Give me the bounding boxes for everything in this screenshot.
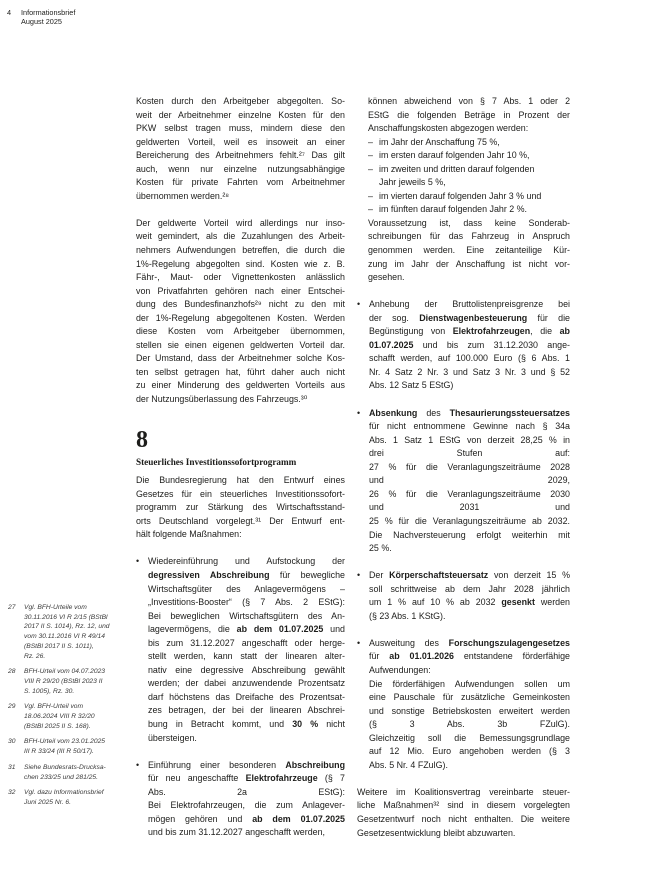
- footnote-text: [24, 763, 106, 782]
- text-line: • Der Körperschaftsteuersatz von derzeit 15 %: [369, 570, 570, 581]
- text-line: und 2031 und: [369, 502, 570, 513]
- text-line: Bei beweglichen Wirtschaftsgütern des An-: [148, 610, 345, 621]
- left-column: [136, 95, 345, 840]
- footnote-number: 27: [8, 604, 16, 611]
- list-item: [357, 407, 570, 556]
- text-line: und bis zum 31.12.2027 angeschafft werden,: [148, 827, 325, 838]
- text-line: • Anhebung der Bruttolistenpreisgrenze bei: [369, 299, 570, 310]
- footnote-line: Vgl. BFH-Urteile vom: [24, 604, 87, 611]
- text-line: Abs. 12 Satz 5 EStG): [369, 380, 454, 391]
- footnote-line: (BStBl 2025 II S. 168).: [24, 722, 91, 730]
- text-line: • Absenkung des Thesaurierungssteuersatzes: [369, 407, 570, 418]
- text-line: PKW selbst tragen muss, mindern diese den: [136, 123, 345, 134]
- footnote-line: chen 233/25 und 281/25.: [24, 773, 99, 781]
- text-line: geldwerten Vorteil, weil es insoweit an einer: [136, 136, 345, 147]
- text-line: • Einführung einer besonderen Abschreibung: [148, 759, 345, 770]
- text-line: und sonstige Betriebskosten erweitert werden: [369, 705, 570, 716]
- text-line: • Ausweitung des Forschungszulagengesetzes: [369, 637, 570, 648]
- footnote-line: Siehe Bundesrats-Drucksa-: [24, 763, 106, 771]
- text-line: Fähr-, Maut- oder Vignettenkosten anlässlich: [136, 272, 345, 283]
- footnote-line: 30.11.2016 VI R 2/15 (BStBl: [24, 613, 108, 621]
- text-line: stellen sie einen eigenen geldwerten Vorteil dar.: [136, 339, 345, 350]
- text-line: 1%-Regelung abgegolten sind. Kosten wie z. B.: [136, 258, 345, 269]
- list-item: [357, 569, 570, 623]
- text-line: dung des Bundesfinanzhofs²⁹ nicht zu den mit: [136, 299, 345, 310]
- text-line: Die Bundesregierung hat den Entwurf eines: [136, 475, 345, 486]
- footnote-line: vom 30.11.2016 VI R 49/14: [24, 633, 105, 641]
- text-line: Abs. 2a EStG):: [148, 786, 345, 797]
- text-line: Kosten durch den Arbeitgeber abgegolten. So-: [136, 96, 345, 106]
- text-line: werden; der dabei anzuwendende Prozentsatz: [148, 678, 345, 689]
- text-line: drei Stufen auf:: [369, 448, 570, 459]
- text-line: für nicht entnommene Gewinne nach § 34a: [369, 421, 570, 432]
- footnote-line: BFH-Urteil vom 04.07.2023: [24, 668, 106, 676]
- text-line: für neu angeschaffte Elektrofahrzeuge (§ 7: [148, 773, 345, 784]
- text-line: ten selbst getragen hat, führt daher auch nicht: [136, 366, 345, 377]
- text-line: 26 % für die Veranlagungszeiträume 2030: [369, 488, 570, 499]
- footnote: [8, 737, 126, 756]
- footnote-line: BFH-Urteil vom 23.01.2025: [24, 738, 106, 746]
- dash-item: – im fünften darauf folgenden Jahr 2 %.: [368, 203, 570, 217]
- paragraph: [136, 474, 345, 542]
- list-item: [357, 637, 570, 772]
- footnote-number: 30: [8, 738, 16, 746]
- text-line: mögen gehören und ab dem 01.07.2025: [148, 813, 345, 824]
- text-line: für ab 01.01.2026 entstandene förderfähige: [369, 651, 570, 662]
- paragraph: [136, 95, 345, 203]
- text-line: zu einer Minderung des geldwerten Vorteils aus: [136, 380, 345, 391]
- running-header: [7, 8, 75, 26]
- text-line: Weitere im Koalitionsvertrag vereinbarte steuer-: [357, 786, 570, 797]
- text-line: der 1%-Regelung abgegoltenen Kosten. Werden: [136, 312, 345, 323]
- text-line: Bei Elektrofahrzeugen, die zum Anlagever-: [148, 800, 345, 811]
- text-line: 25 %.: [369, 543, 392, 554]
- footnote-line: Vgl. dazu Informationsbrief: [24, 789, 104, 797]
- paragraph: [357, 786, 570, 840]
- text-line: (§ 3 Abs. 3b FZulG).: [369, 719, 570, 730]
- text-line: nativ eine degressive Abschreibung gewählt: [148, 664, 345, 675]
- footnote: [8, 763, 126, 782]
- footnote-text: [24, 788, 104, 807]
- text-line: Abs. 1 Satz 1 EStG von derzeit 28,25 % in: [369, 434, 570, 445]
- text-line: zung im Jahr der Anschaffung ist nicht vor-: [368, 258, 570, 269]
- text-line: schreibungen für das Fahrzeug in Anspruch: [368, 231, 570, 242]
- text-line: Bereicherung des Arbeitnehmers fehlt.²⁷ Das gilt: [136, 150, 345, 161]
- text-line: können abweichend von § 7 Abs. 1 oder 2: [368, 96, 570, 106]
- footnote-line: Rz. 26.: [24, 652, 46, 660]
- text-line: schafft werden, auf 100.000 Euro (§ 6 Abs. 1: [369, 353, 570, 364]
- text-line: Kosten für private Fahrten vom Arbeitnehmer: [136, 177, 345, 188]
- text-line: (§ 23 Abs. 1 KStG).: [369, 610, 446, 621]
- footnote-text: [24, 737, 105, 756]
- list-item: [136, 759, 345, 840]
- dash-item: – im ersten darauf folgenden Jahr 10 %,: [368, 149, 570, 163]
- right-column: [357, 95, 570, 840]
- text-line: liche Maßnahmen³² sind in diesem vorgelegten: [357, 800, 570, 811]
- text-line: lagevermögens, die ab dem 01.07.2025 und: [148, 624, 345, 635]
- text-line: und 2029,: [369, 475, 570, 486]
- text-line: eine Pauschale für zusätzliche Gemeinkosten: [369, 692, 570, 703]
- text-line: übersteigen.: [148, 732, 197, 743]
- text-line: auf 12 Mio. Euro angehoben werden (§ 3: [369, 746, 570, 757]
- text-line: EStG die folgenden Beträge in Prozent der: [368, 109, 570, 120]
- text-line: auch, wenn nur einzelne nutzungsabhängige: [136, 163, 345, 174]
- footnote-number: 29: [8, 703, 16, 711]
- dash-item: Jahr jeweils 5 %,: [379, 177, 446, 188]
- text-line: soll schrittweise ab dem Jahr 2028 jährlich: [369, 583, 570, 594]
- text-line: nehmers Aufwendungen betreffen, die durch die: [136, 245, 345, 256]
- text-line: stellt werden, kann statt der linearen alter-: [148, 651, 345, 662]
- dash-list: [357, 136, 570, 217]
- text-line: Die förderfähigen Aufwendungen sollen um: [369, 678, 570, 689]
- footnote-number: 32: [8, 789, 16, 797]
- header-date: August 2025: [21, 17, 62, 26]
- text-line: übernommen werden.²⁸: [136, 190, 230, 201]
- footnote-text: [24, 667, 105, 696]
- page-number: 4: [7, 8, 12, 17]
- text-line: Voraussetzung ist, dass keine Sonderab-: [368, 217, 570, 228]
- text-line: der Nutzungsüberlassung des Fahrzeugs.³⁰: [136, 394, 308, 405]
- text-line: diese Kosten vom Arbeitgeber übernommen,: [136, 326, 345, 337]
- footnote-line: Vgl. BFH-Urteil vom: [24, 703, 84, 711]
- footnote-line: (BStBl 2017 II S. 1011),: [24, 642, 94, 650]
- footnote-line: S. 1005), Rz. 30.: [24, 687, 75, 695]
- footnote: [8, 667, 126, 696]
- text-line: Nr. 4 Satz 2 Nr. 3 und Satz 3 Nr. 3 und § 52: [369, 366, 570, 377]
- text-line: zes betragen, der bei der linearen Abschrei-: [148, 705, 345, 716]
- text-line: programm zur Stärkung des Wirtschaftsstand-: [136, 502, 345, 513]
- text-line: um 1 % auf 10 % ab 2032 gesenkt werden: [369, 597, 570, 608]
- dash-item: – im vierten darauf folgenden Jahr 3 % und: [368, 190, 570, 204]
- header-title: Informationsbrief: [21, 8, 76, 17]
- section-title: Steuerliches Investitionssofortprogramm: [136, 456, 297, 467]
- footnote: [8, 788, 126, 807]
- text-line: gesehen.: [368, 272, 405, 283]
- section-number: 8: [136, 426, 148, 453]
- text-line: Gesetzesentwicklung bleibt abzuwarten.: [357, 827, 516, 838]
- footnote: [8, 702, 126, 731]
- text-line: darf höchstens das Dreifache des Prozentsat-: [148, 691, 345, 702]
- text-line: Wirtschaftsgüter des Anlagevermögens –: [148, 583, 345, 594]
- list-item: [357, 298, 570, 393]
- text-line: 01.07.2025 und bis zum 31.12.2030 ange-: [369, 339, 570, 350]
- text-line: bung in Betracht kommt, und 30 % nicht: [148, 718, 345, 729]
- text-line: orts Deutschland vorgelegt.³¹ Der Entwurf ent-: [136, 515, 345, 526]
- text-line: degressiven Abschreibung für bewegliche: [148, 569, 345, 580]
- text-line: Anschaffungskosten abgezogen werden:: [368, 123, 529, 134]
- text-line: • Wiedereinführung und Aufstockung der: [148, 556, 345, 567]
- text-line: Gesetzentwurf noch nicht enthalten. Die weitere: [357, 813, 570, 824]
- footnote-number: 28: [8, 668, 16, 676]
- text-line: bis zum 31.12.2027 angeschafft oder herge-: [148, 637, 345, 648]
- text-line: Aufwendungen:: [369, 664, 431, 675]
- text-line: genommen werden. Eine zeitanteilige Kür-: [368, 245, 570, 256]
- text-line: 27 % für die Veranlagungszeiträume 2028: [369, 461, 570, 472]
- footnote: [8, 603, 126, 661]
- dash-item: – im Jahr der Anschaffung 75 %,: [368, 136, 570, 150]
- list-item: [136, 555, 345, 745]
- dash-item: – im zweiten und dritten darauf folgenden: [368, 163, 570, 177]
- text-line: Abs. 5 Nr. 4 FZulG).: [369, 759, 448, 770]
- footnote-text: [24, 702, 95, 731]
- footnote-text: [24, 603, 110, 661]
- footnote-line: III R 33/24 (III R 50/17).: [24, 748, 94, 756]
- footnote-line: Juni 2025 Nr. 6.: [24, 798, 71, 806]
- text-line: weit gemindert, als die Zuzahlungen des Arbeit-: [136, 231, 345, 242]
- text-line: hält folgende Maßnahmen:: [136, 529, 242, 540]
- footnotes: [8, 603, 126, 814]
- text-line: Der Umstand, dass der Arbeitnehmer solche Kos-: [136, 353, 345, 364]
- text-line: Gesetzes für ein steuerliches Investitionssofort-: [136, 488, 345, 499]
- text-line: 25 % für die Veranlagungszeiträume ab 2032.: [369, 515, 570, 526]
- text-line: weit der Arbeitnehmer einzelne Kosten für den: [136, 109, 345, 120]
- footnote-number: 31: [8, 763, 16, 771]
- paragraph: [357, 95, 570, 136]
- text-line: Die Nachversteuerung erfolgt weiterhin mit: [369, 529, 570, 540]
- text-line: der sog. Dienstwagenbesteuerung für die: [369, 312, 570, 323]
- paragraph: [357, 217, 570, 285]
- text-line: von Privatfahrten gehören nach einer Entschei-: [136, 285, 345, 296]
- text-line: Begünstigung von Elektrofahrzeugen, die ab: [369, 326, 570, 337]
- text-line: „Investitions-Booster“ (§ 7 Abs. 2 EStG):: [148, 597, 345, 608]
- text-line: Gleichzeitig soll die Bemessungsgrundlage: [369, 732, 570, 743]
- paragraph: [136, 217, 345, 407]
- footnote-line: VIII R 29/20 (BStBl 2023 II: [24, 677, 103, 685]
- footnote-line: 2017 II S. 1014), Rz. 12, und: [24, 623, 110, 631]
- text-line: Der geldwerte Vorteil wird allerdings nur inso-: [136, 217, 345, 228]
- footnote-line: 18.06.2024 VIII R 32/20: [24, 713, 95, 721]
